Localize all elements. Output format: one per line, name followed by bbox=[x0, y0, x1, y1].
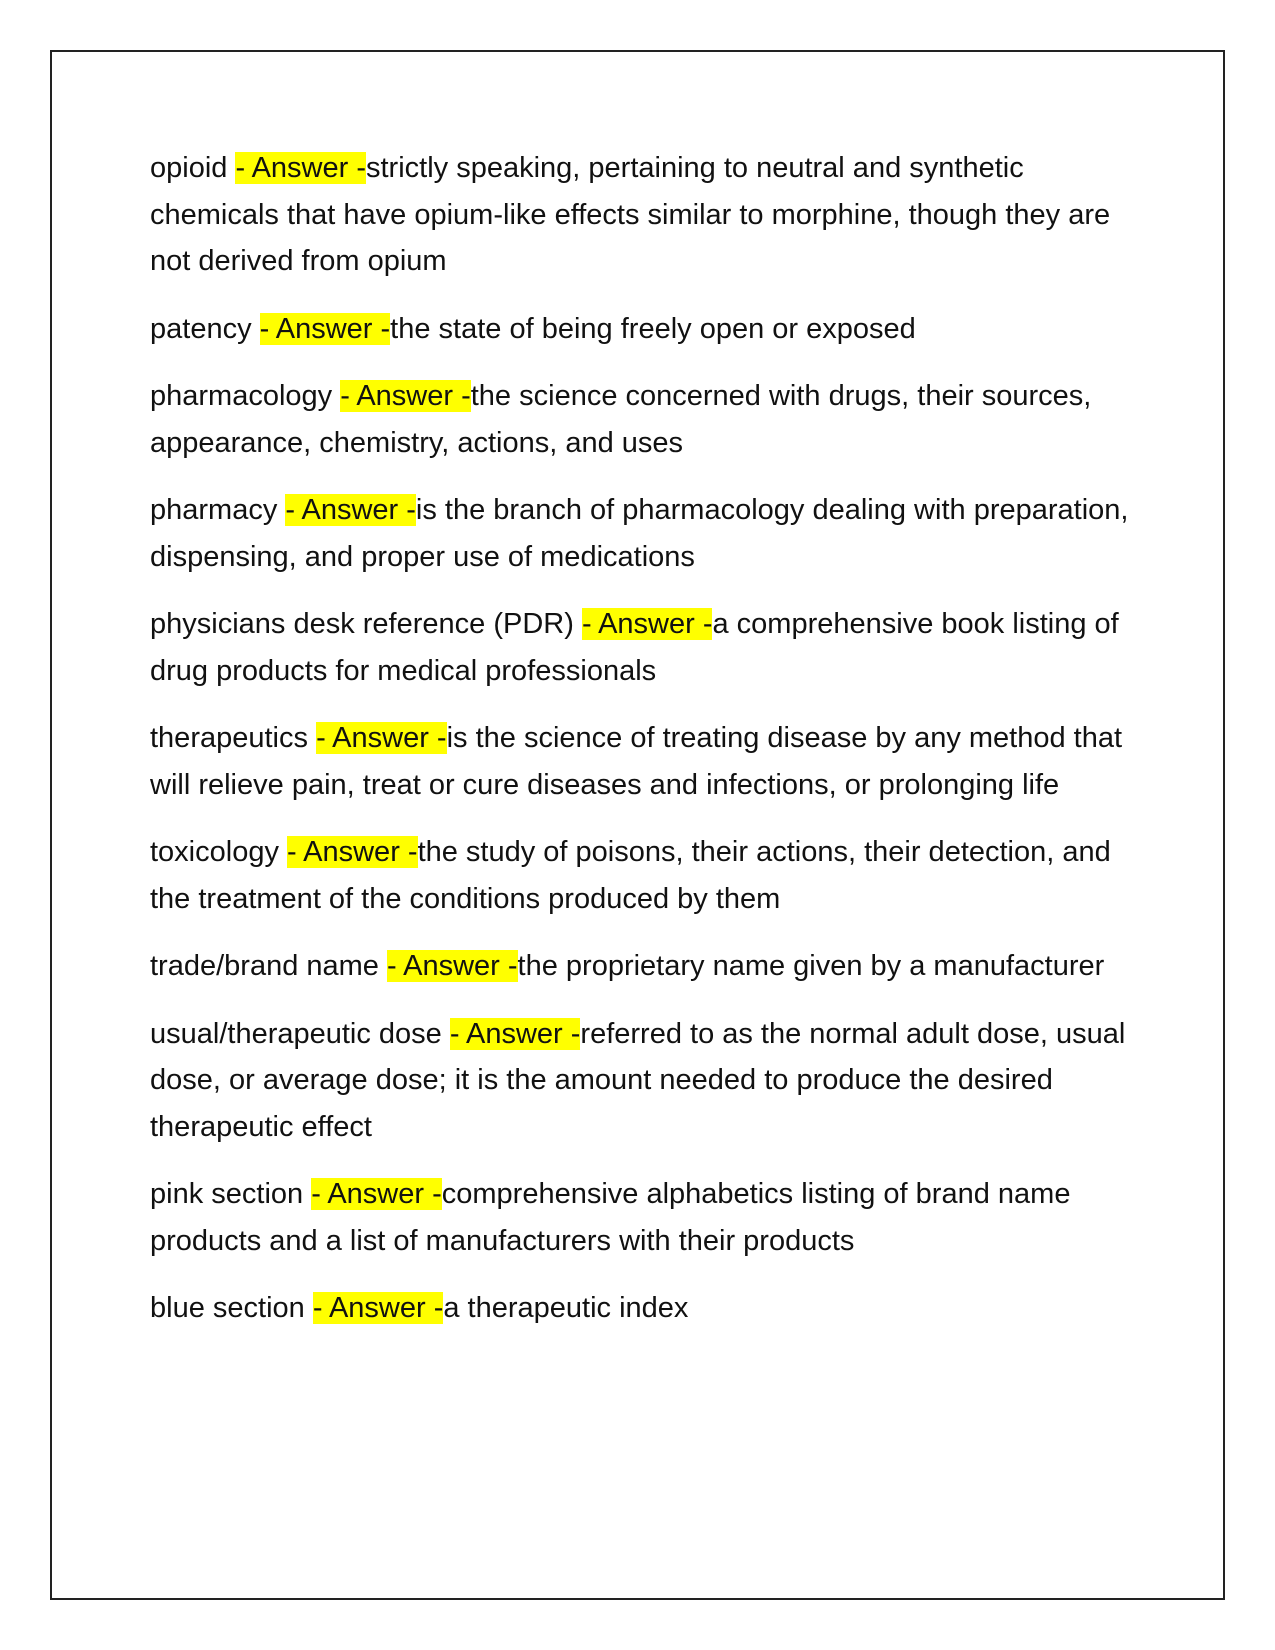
definition: the science concerned with drugs, their sources, appearance, chemistry, actions, and uses bbox=[150, 380, 1092, 459]
entry-pink-section bbox=[150, 1171, 1135, 1264]
answer-separator: - Answer - bbox=[581, 608, 713, 640]
entry-pharmacy bbox=[150, 487, 1135, 580]
answer-separator: - Answer - bbox=[340, 380, 471, 412]
answer-separator: - Answer - bbox=[285, 494, 416, 526]
answer-separator: - Answer - bbox=[287, 836, 418, 868]
definition: a therapeutic index bbox=[443, 1292, 689, 1324]
definition: the study of poisons, their actions, their detection, and the treatment of the conditions produced by them bbox=[150, 836, 1111, 915]
term: trade/brand name bbox=[150, 950, 379, 982]
definition: strictly speaking, pertaining to neutral and synthetic chemicals that have opium-like effects similar to morphine, though they are not derived from opium bbox=[150, 152, 1111, 277]
answer-separator: - Answer - bbox=[259, 312, 391, 345]
entry-usual-dose bbox=[150, 1011, 1135, 1151]
term: blue section bbox=[150, 1292, 305, 1324]
entry-trade-brand-name bbox=[150, 943, 1135, 990]
entry-opioid bbox=[150, 145, 1135, 285]
term: opioid bbox=[150, 152, 228, 184]
term: usual/therapeutic dose bbox=[150, 1017, 442, 1050]
definition: the state of being freely open or exposed bbox=[390, 312, 916, 345]
entry-pharmacology bbox=[150, 373, 1135, 466]
answer-separator: - Answer - bbox=[311, 1178, 442, 1210]
answer-separator: - Answer - bbox=[316, 722, 447, 754]
term: therapeutics bbox=[150, 722, 308, 754]
answer-separator: - Answer - bbox=[387, 950, 518, 982]
term: physicians desk reference (PDR) bbox=[150, 608, 574, 640]
entry-toxicology bbox=[150, 829, 1135, 922]
definition: is the science of treating disease by any method that will relieve pain, treat or cure diseases and infections, or prolonging life bbox=[150, 722, 1123, 801]
definition: a comprehensive book listing of drug products for medical professionals bbox=[150, 608, 1119, 687]
term: toxicology bbox=[150, 836, 279, 868]
entry-blue-section bbox=[150, 1285, 1135, 1332]
flashcard-list bbox=[150, 145, 1135, 1353]
definition: referred to as the normal adult dose, usual dose, or average dose; it is the amount needed to produce the desired therapeutic effect bbox=[150, 1017, 1126, 1143]
answer-separator: - Answer - bbox=[449, 1017, 581, 1050]
answer-separator: - Answer - bbox=[312, 1292, 444, 1324]
definition: comprehensive alphabetics listing of brand name products and a list of manufacturers with their products bbox=[150, 1178, 1071, 1257]
term: pharmacy bbox=[150, 494, 278, 526]
term: patency bbox=[150, 312, 252, 345]
term: pink section bbox=[150, 1178, 304, 1210]
entry-pdr bbox=[150, 601, 1135, 694]
term: pharmacology bbox=[150, 380, 333, 412]
definition: is the branch of pharmacology dealing with preparation, dispensing, and proper use of medications bbox=[150, 494, 1129, 573]
entry-therapeutics bbox=[150, 715, 1135, 808]
answer-separator: - Answer - bbox=[235, 152, 366, 184]
entry-patency bbox=[150, 306, 1135, 353]
definition: the proprietary name given by a manufacturer bbox=[517, 950, 1105, 982]
